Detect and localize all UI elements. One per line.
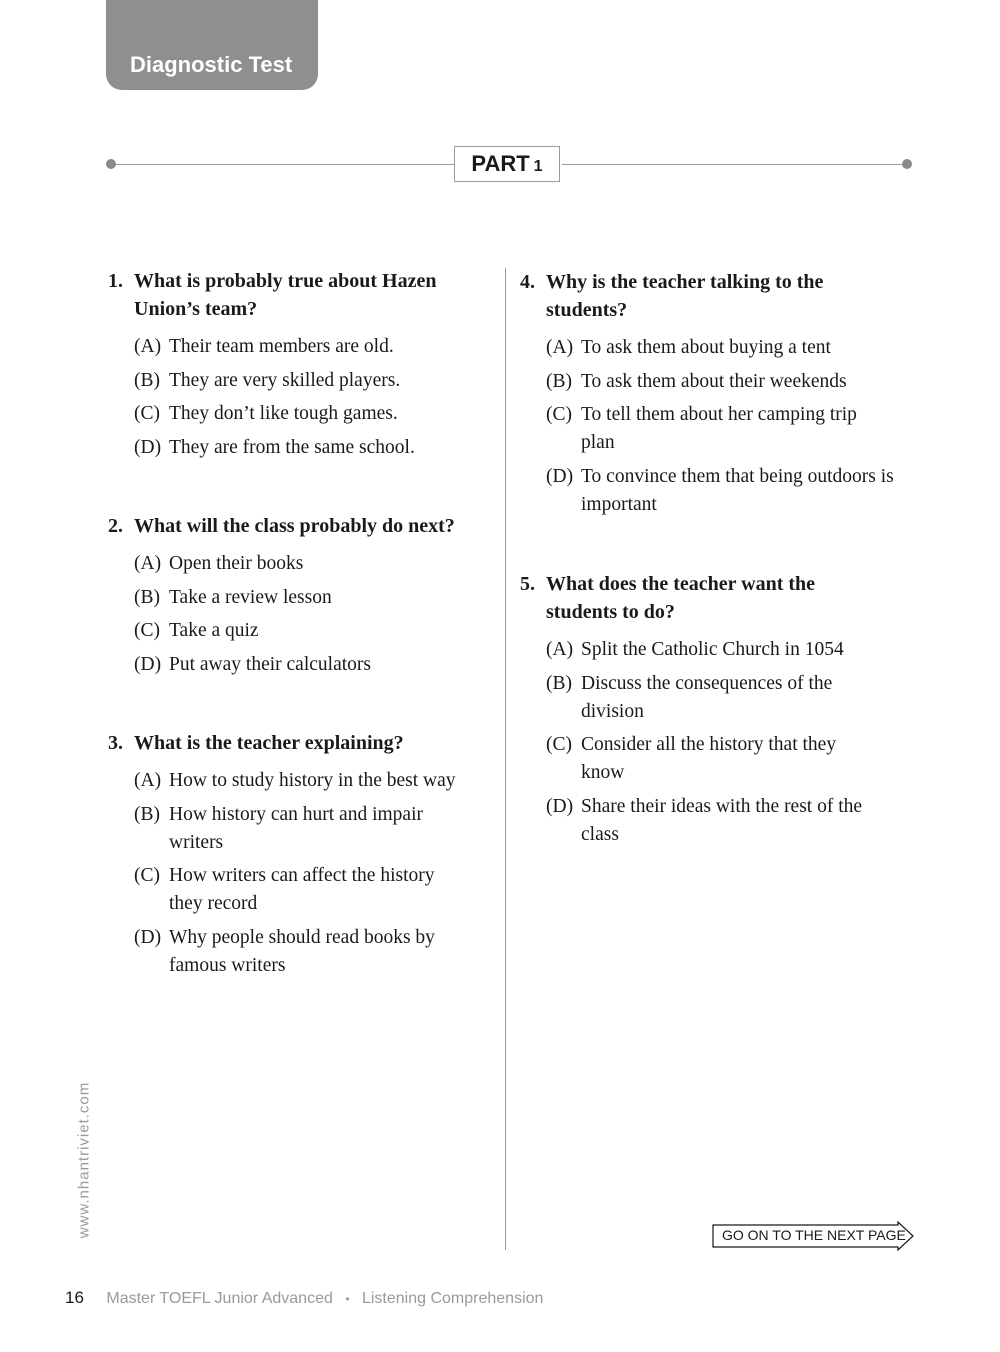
- answer-option[interactable]: [546, 463, 911, 519]
- option-letter: (A): [134, 553, 162, 574]
- question-number: 5.: [520, 573, 535, 595]
- option-text: Why people should read books by famous writers: [169, 926, 435, 976]
- option-text: To ask them about buying a tent: [581, 337, 831, 358]
- publisher-url: www.nhantriviet.com: [75, 1081, 93, 1239]
- question-text: Why is the teacher talking to the students?: [546, 271, 824, 321]
- option-text: Take a quiz: [169, 620, 259, 641]
- option-text: They are very skilled players.: [169, 369, 401, 391]
- question-1: [108, 267, 478, 467]
- option-text: To tell them about her camping trip plan: [581, 404, 857, 453]
- question-text: What is probably true about Hazen Union’s team?: [134, 270, 437, 320]
- question-number: 3.: [108, 732, 123, 754]
- answer-option[interactable]: [134, 550, 488, 578]
- next-page-label: GO ON TO THE NEXT PAGE: [722, 1227, 906, 1243]
- question-1-title: [108, 267, 478, 323]
- answer-option[interactable]: [546, 793, 901, 849]
- option-text: To ask them about their weekends: [581, 370, 847, 392]
- question-text: What does the teacher want the students to do?: [546, 573, 816, 623]
- option-text: They don’t like tough games.: [169, 403, 398, 424]
- answer-option[interactable]: [134, 862, 469, 918]
- option-text: How to study history in the best way: [169, 770, 456, 791]
- answer-option[interactable]: [134, 924, 469, 980]
- rule-end-dot-left: [106, 159, 116, 169]
- part-label: PART: [471, 151, 530, 176]
- option-letter: (C): [546, 734, 572, 755]
- option-text: Consider all the history that they know: [581, 734, 837, 783]
- answer-option[interactable]: [134, 400, 478, 428]
- answer-option[interactable]: [134, 651, 488, 679]
- question-5-title: [520, 570, 850, 626]
- option-letter: (D): [546, 465, 574, 487]
- question-2: [108, 512, 488, 684]
- footer-separator: •: [345, 1292, 350, 1306]
- answer-option[interactable]: [546, 401, 891, 457]
- section-tab-title: Diagnostic Test: [130, 52, 293, 77]
- question-5: [520, 570, 863, 854]
- question-text: What is the teacher explaining?: [134, 732, 404, 754]
- option-text: Put away their calculators: [169, 653, 371, 675]
- page-footer: [65, 1288, 543, 1308]
- option-letter: (B): [134, 803, 160, 825]
- option-letter: (C): [546, 404, 572, 425]
- answer-option[interactable]: [134, 767, 493, 795]
- option-text: How writers can affect the history they record: [169, 865, 435, 914]
- option-text: They are from the same school.: [169, 436, 415, 458]
- question-number: 1.: [108, 270, 123, 292]
- answer-option[interactable]: [546, 636, 850, 664]
- part-number: 1: [533, 158, 543, 175]
- section-tab: [106, 0, 318, 90]
- answer-option[interactable]: [546, 670, 881, 726]
- option-text: Share their ideas with the rest of the class: [581, 795, 863, 845]
- option-letter: (C): [134, 620, 160, 641]
- option-text: Open their books: [169, 553, 304, 574]
- option-letter: (C): [134, 403, 160, 424]
- question-3: [108, 729, 493, 985]
- option-text: Take a review lesson: [169, 586, 332, 608]
- answer-option[interactable]: [134, 584, 488, 612]
- option-text: How history can hurt and impair writers: [169, 803, 423, 853]
- option-letter: (D): [134, 926, 162, 948]
- option-letter: (A): [134, 336, 162, 357]
- option-letter: (A): [546, 337, 574, 358]
- part-rule-right: [562, 164, 906, 165]
- answer-option[interactable]: [134, 617, 488, 645]
- answer-option[interactable]: [134, 367, 478, 395]
- option-letter: (A): [546, 639, 574, 660]
- next-page-indicator: [712, 1221, 914, 1251]
- book-title: Master TOEFL Junior Advanced: [106, 1290, 333, 1307]
- option-text: Split the Catholic Church in 1054: [581, 639, 844, 660]
- answer-option[interactable]: [546, 334, 911, 362]
- answer-option[interactable]: [546, 731, 881, 787]
- question-4: [520, 268, 894, 524]
- option-letter: (B): [546, 370, 572, 392]
- answer-option[interactable]: [134, 434, 478, 462]
- option-letter: (B): [134, 369, 160, 391]
- option-text: To convince them that being outdoors is important: [581, 465, 894, 515]
- option-letter: (D): [134, 436, 162, 458]
- option-letter: (D): [134, 653, 162, 675]
- option-letter: (B): [134, 586, 160, 608]
- page-number: 16: [65, 1288, 84, 1307]
- answer-option[interactable]: [134, 801, 449, 857]
- option-letter: (B): [546, 672, 572, 694]
- rule-end-dot-right: [902, 159, 912, 169]
- option-letter: (A): [134, 770, 162, 791]
- answer-option[interactable]: [134, 333, 478, 361]
- question-3-title: [108, 729, 493, 757]
- column-divider: [505, 268, 506, 1250]
- question-text: What will the class probably do next?: [134, 515, 455, 537]
- question-number: 2.: [108, 515, 123, 537]
- option-letter: (C): [134, 865, 160, 886]
- answer-option[interactable]: [546, 368, 911, 396]
- part-rule-left: [112, 164, 454, 165]
- option-text: Their team members are old.: [169, 336, 394, 357]
- question-2-title: [108, 512, 488, 540]
- option-letter: (D): [546, 795, 574, 817]
- part-heading: [454, 146, 560, 182]
- question-4-title: [520, 268, 850, 324]
- option-text: Discuss the consequences of the division: [581, 672, 833, 722]
- question-number: 4.: [520, 271, 535, 293]
- section-name: Listening Comprehension: [361, 1290, 544, 1307]
